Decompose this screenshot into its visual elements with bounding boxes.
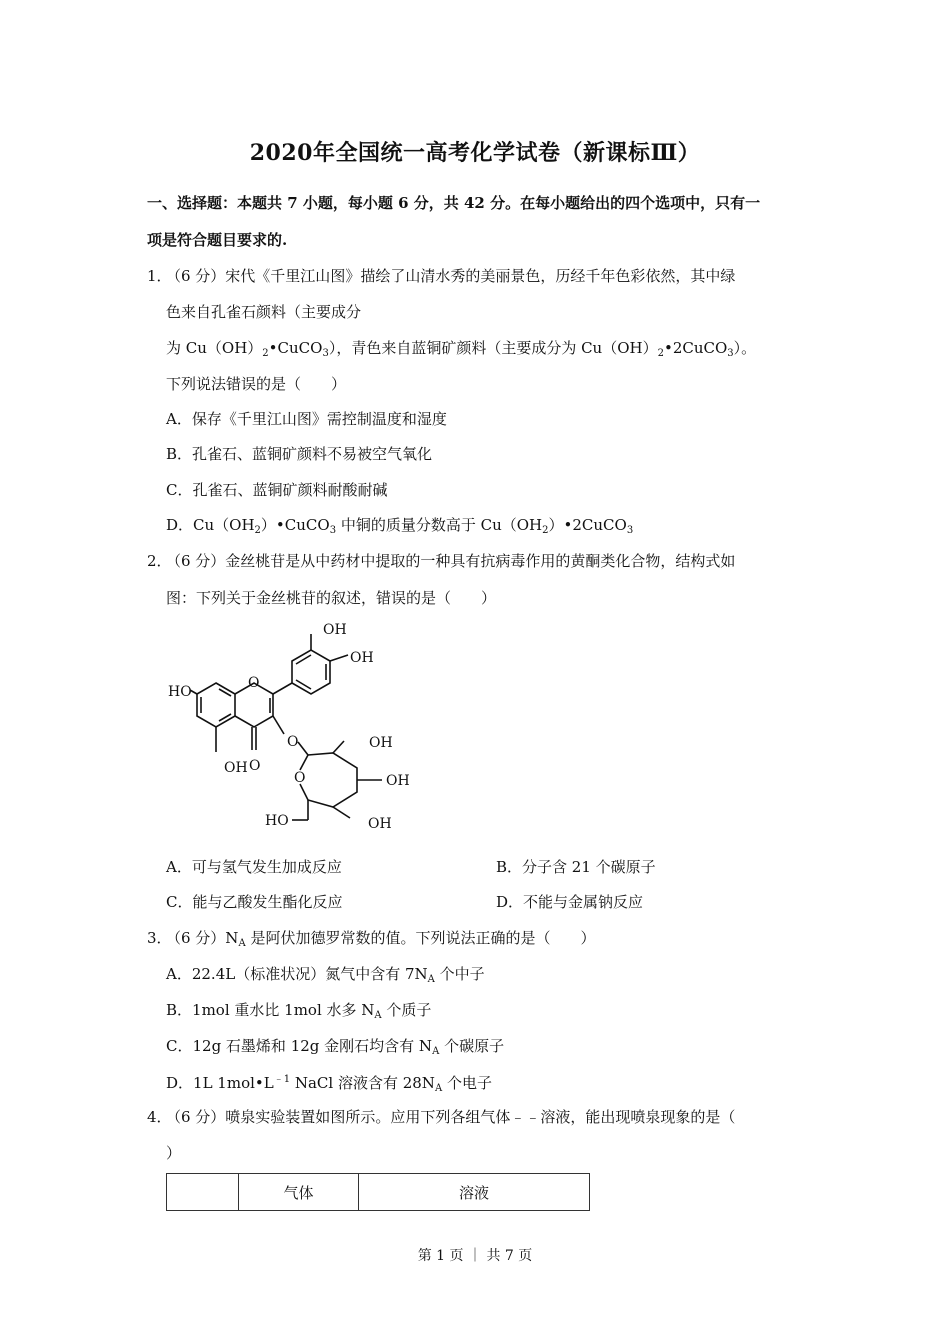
structure-label-ketone-o: O	[249, 758, 261, 774]
q2-option-c: C．能与乙酸发生酯化反应	[166, 893, 343, 911]
q4-line2: ）	[166, 1144, 182, 1162]
q3-option-b: B．1mol 重水比 1mol 水多 $N_A$ 个质子	[166, 1001, 432, 1021]
q1-number: 1．	[147, 267, 172, 285]
table-header-row	[167, 1174, 590, 1211]
q2-option-d: D．不能与金属钠反应	[496, 893, 644, 911]
q1-option-b: B．孔雀石、蓝铜矿颜料不易被空气氧化	[166, 445, 433, 463]
table-header-solution: 溶液	[359, 1174, 590, 1211]
q2-line2: 图：下列关于金丝桃苷的叙述，错误的是（ ）	[166, 589, 497, 607]
q2-option-b: B．分子含 21 个碳原子	[496, 858, 656, 876]
q2-line1: （6 分）金丝桃苷是从中药材中提取的一种具有抗病毒作用的黄酮类化合物，结构式如	[166, 552, 736, 570]
structure-label-sugar-oh1: OH	[369, 735, 393, 751]
q3-option-d: D．1L $1mol•L^{﹣1}$ NaCl 溶液含有 $28N_A$ 个电子	[166, 1074, 492, 1094]
q4-line1: （6 分）喷泉实验装置如图所示。应用下列各组气体﹣﹣溶液，能出现喷泉现象的是（	[166, 1108, 736, 1126]
q4-number: 4．	[147, 1108, 172, 1126]
page-footer: 第 1 页 ｜ 共 7 页	[417, 1248, 533, 1264]
structure-label-oh-right: OH	[350, 650, 374, 666]
q1-line2: 色来自孔雀石颜料（主要成分	[166, 303, 362, 321]
q1-option-d: D．$Cu(OH_2)•CuCO_3$ 中铜的质量分数高于 $Cu(OH_2)•2CuCO_3$	[166, 516, 634, 536]
q1-line3: 为 $Cu(OH)_2•CuCO_3$），青色来自蓝铜矿颜料（主要成分为 $Cu(OH)_2•2CuCO_3$）。	[166, 339, 757, 359]
structure-label-ho-ch2: HO	[265, 813, 289, 829]
q1-option-a: A．保存《千里江山图》需控制温度和湿度	[166, 410, 447, 428]
q3-line1: （6 分）$N_A$ 是阿伏加德罗常数的值。下列说法正确的是（ ）	[166, 929, 596, 949]
structure-label-sugar-oh3: OH	[368, 816, 392, 832]
structure-label-sugar-ring-o: O	[294, 770, 306, 786]
q1-line1: （6 分）宋代《千里江山图》描绘了山清水秀的美丽景色，历经千年色彩依然，其中绿	[166, 267, 736, 285]
structure-label-glycoside-o: O	[287, 734, 299, 750]
q1-line4: 下列说法错误的是（ ）	[166, 375, 347, 393]
page-title: 2020年全国统一高考化学试卷（新课标Ⅲ）	[249, 140, 701, 166]
structure-label-oh-top: OH	[323, 622, 347, 638]
structure-label-sugar-oh2: OH	[386, 773, 410, 789]
hyperoside-structure-diagram	[160, 612, 430, 837]
q3-number: 3．	[147, 929, 172, 947]
table-header-blank	[167, 1174, 239, 1211]
table-header-gas: 气体	[239, 1174, 359, 1211]
section-heading-line1: 一、选择题：本题共 7 小题，每小题 6 分，共 42 分。在每小题给出的四个选项中，只有一	[147, 194, 761, 212]
q3-option-c: C．12g 石墨烯和 12g 金刚石均含有 $N_A$ 个碳原子	[166, 1037, 505, 1057]
q3-option-a: A．22.4L（标准状况）氮气中含有 $7N_A$ 个中子	[166, 965, 485, 985]
section-heading-line2: 项是符合题目要求的.	[147, 231, 288, 249]
q4-gas-solution-table	[166, 1173, 590, 1211]
q2-number: 2．	[147, 552, 172, 570]
structure-label-ho-left: HO	[168, 684, 192, 700]
q2-option-a: A．可与氢气发生加成反应	[166, 858, 342, 876]
q1-option-c: C．孔雀石、蓝铜矿颜料耐酸耐碱	[166, 481, 388, 499]
structure-label-ring-o: O	[248, 675, 260, 691]
structure-label-oh-bottom: OH	[224, 760, 248, 776]
